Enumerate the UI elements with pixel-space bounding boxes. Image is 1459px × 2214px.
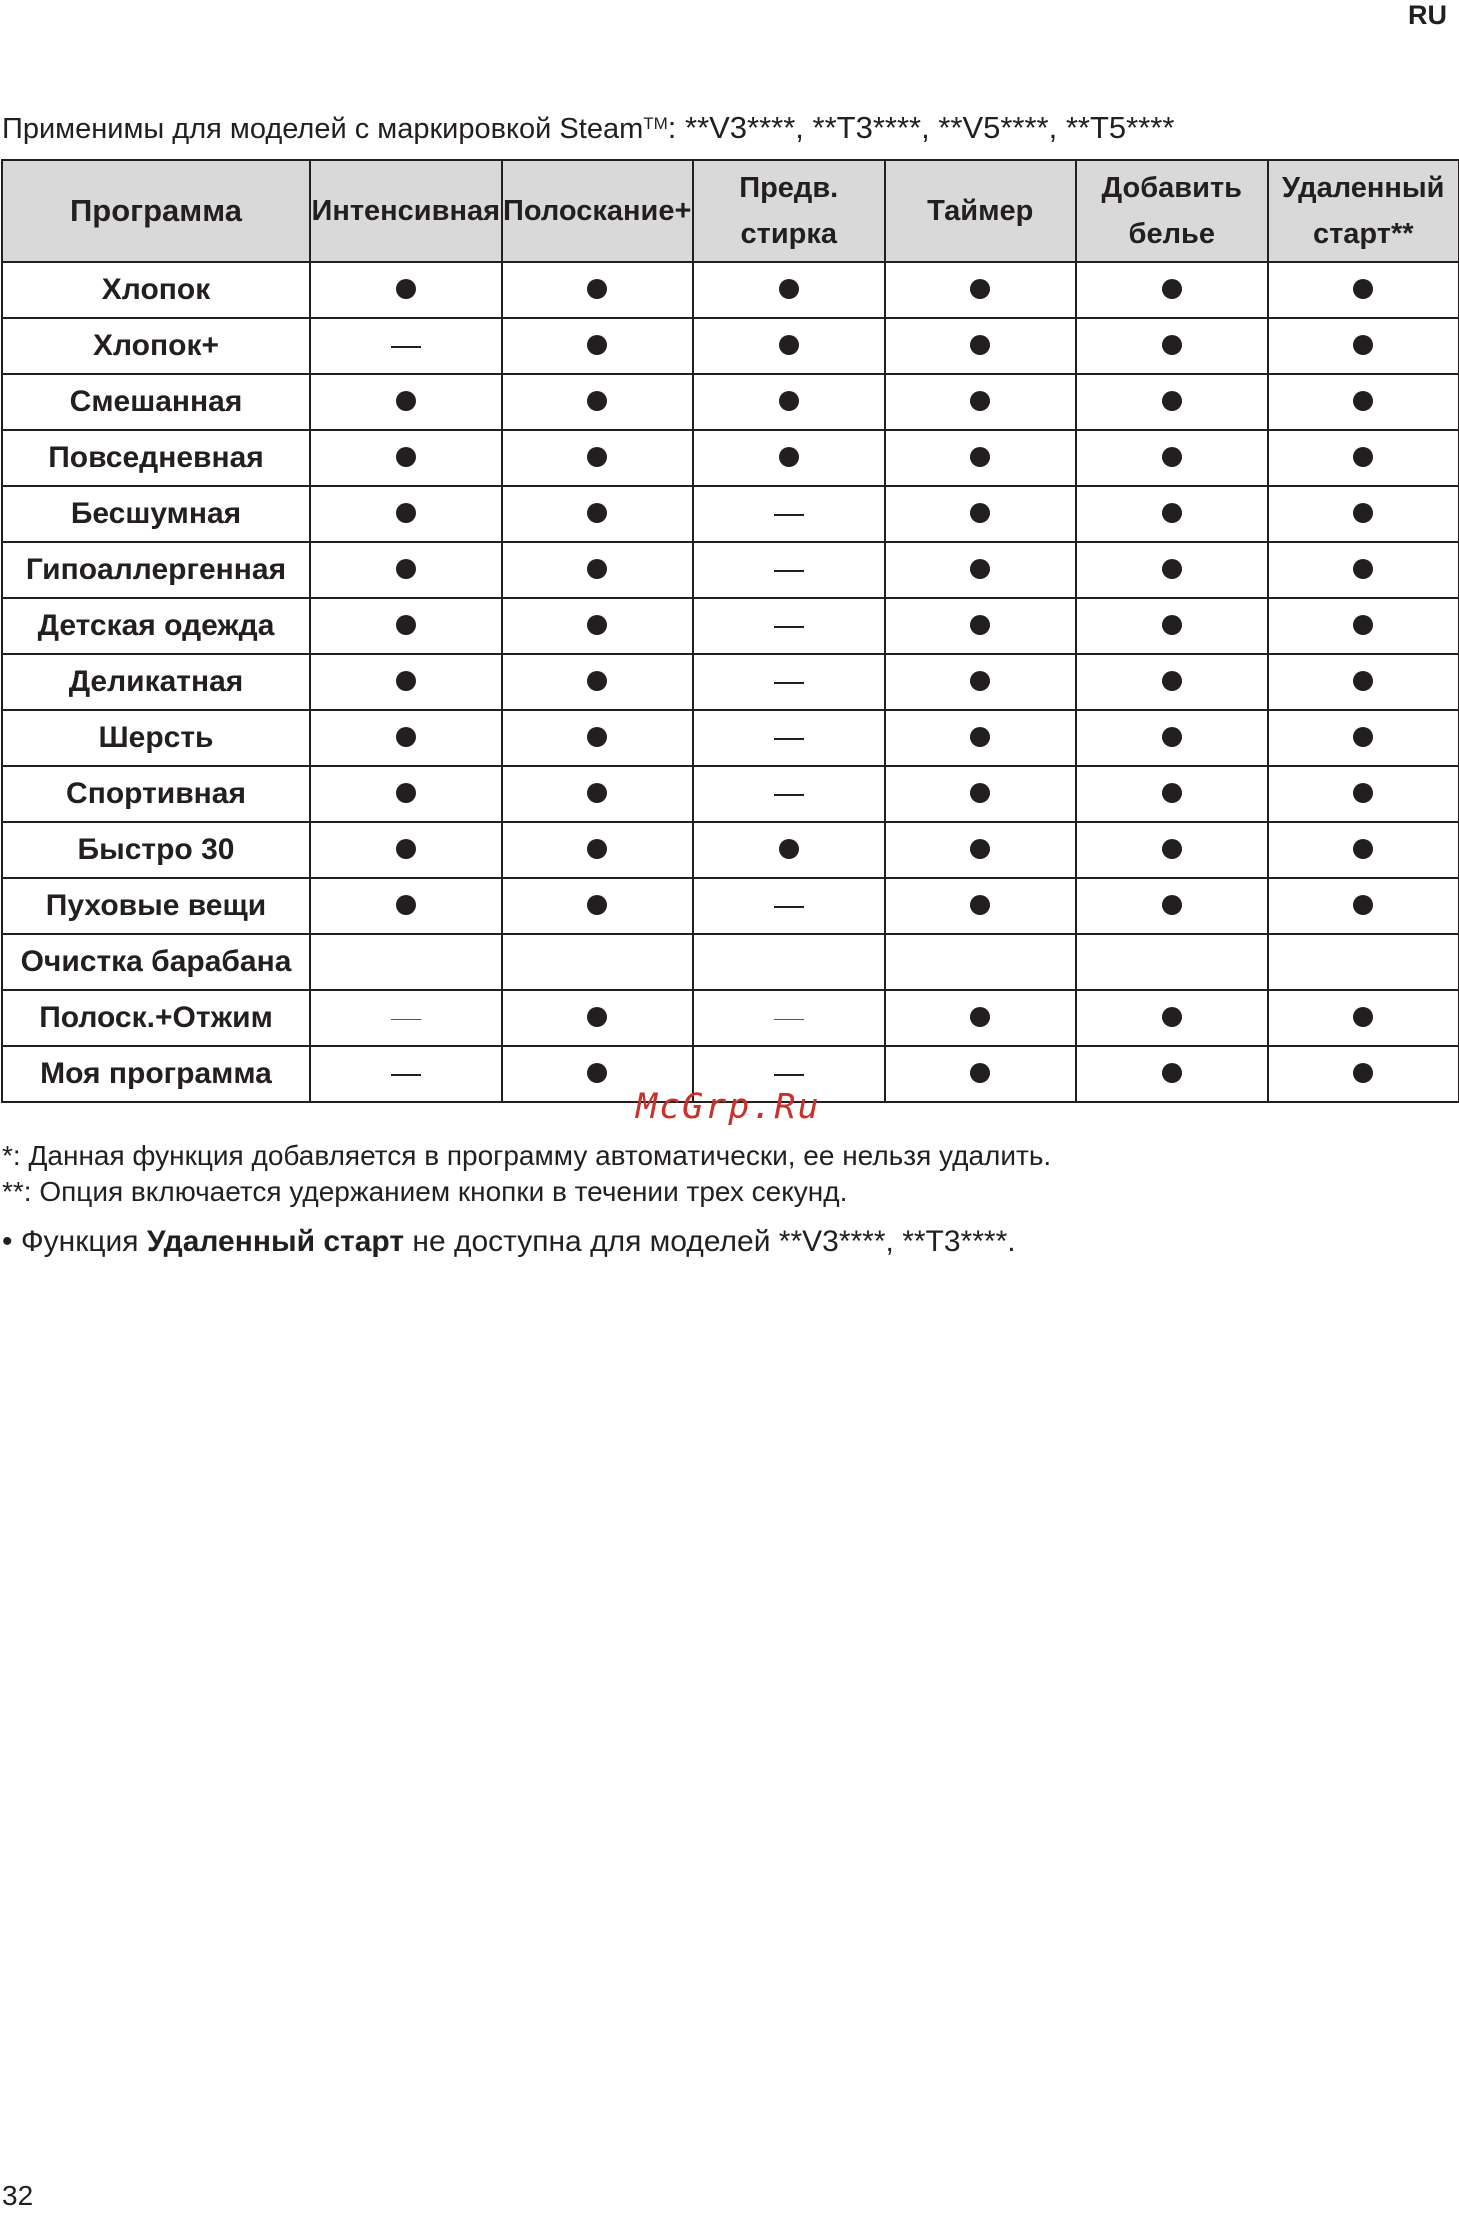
option-cell (310, 374, 502, 430)
option-cell (885, 766, 1077, 822)
available-dot-icon (396, 391, 416, 411)
option-cell (1076, 374, 1268, 430)
column-header (885, 160, 1077, 262)
available-dot-icon (587, 615, 607, 635)
unavailable-dash-icon (774, 570, 804, 572)
program-name: Хлопок (2, 262, 310, 318)
option-cell (310, 542, 502, 598)
program-name: Шерсть (2, 710, 310, 766)
available-dot-icon (779, 279, 799, 299)
option-cell (885, 374, 1077, 430)
option-cell (310, 710, 502, 766)
available-dot-icon (779, 335, 799, 355)
program-name: Гипоаллергенная (2, 542, 310, 598)
program-name: Пуховые вещи (2, 878, 310, 934)
available-dot-icon (1162, 615, 1182, 635)
footnote-1: *: Данная функция добавляется в программу автоматически, ее нельзя удалить. (2, 1140, 1052, 1171)
option-cell (885, 990, 1077, 1046)
table-row (2, 318, 1459, 374)
option-cell (885, 878, 1077, 934)
option-cell (1076, 766, 1268, 822)
option-cell (1076, 878, 1268, 934)
option-cell (310, 654, 502, 710)
watermark: McGrp.Ru (636, 1087, 821, 1127)
unavailable-dash-icon (391, 1074, 421, 1076)
table-row (2, 374, 1459, 430)
option-cell (1268, 430, 1459, 486)
table-row (2, 598, 1459, 654)
option-cell (502, 822, 694, 878)
option-cell (502, 766, 694, 822)
unavailable-dash-icon (391, 346, 421, 348)
unavailable-dash-icon (774, 1074, 804, 1076)
language-code: RU (1408, 0, 1447, 30)
available-dot-icon (1353, 279, 1373, 299)
available-dot-icon (970, 783, 990, 803)
option-cell (310, 598, 502, 654)
program-name: Детская одежда (2, 598, 310, 654)
table-row (2, 542, 1459, 598)
available-dot-icon (1353, 783, 1373, 803)
available-dot-icon (396, 727, 416, 747)
unavailable-dash-icon (391, 1019, 421, 1020)
available-dot-icon (396, 503, 416, 523)
option-cell (1076, 542, 1268, 598)
trademark-mark: TM (643, 114, 668, 133)
program-name: Моя программа (2, 1046, 310, 1102)
column-header-text: стирка (740, 218, 837, 250)
option-cell (310, 318, 502, 374)
option-cell (502, 934, 694, 990)
table-row (2, 878, 1459, 934)
available-dot-icon (587, 727, 607, 747)
option-cell (885, 318, 1077, 374)
available-dot-icon (587, 559, 607, 579)
option-cell (693, 710, 885, 766)
option-cell (1268, 262, 1459, 318)
program-name: Повседневная (2, 430, 310, 486)
unavailable-dash-icon (774, 738, 804, 740)
option-cell (1268, 1046, 1459, 1102)
column-header (2, 160, 310, 262)
option-cell (310, 486, 502, 542)
available-dot-icon (970, 559, 990, 579)
available-dot-icon (779, 391, 799, 411)
available-dot-icon (1353, 727, 1373, 747)
program-name: Спортивная (2, 766, 310, 822)
option-cell (310, 822, 502, 878)
option-cell (693, 374, 885, 430)
option-cell (1268, 318, 1459, 374)
program-options-table (1, 159, 1459, 1103)
unavailable-dash-icon (774, 1019, 804, 1020)
option-cell (1076, 318, 1268, 374)
available-dot-icon (1162, 839, 1182, 859)
available-dot-icon (587, 391, 607, 411)
available-dot-icon (1162, 783, 1182, 803)
option-cell (693, 262, 885, 318)
option-cell (1076, 710, 1268, 766)
unavailable-dash-icon (774, 906, 804, 908)
option-cell (1268, 878, 1459, 934)
option-cell (885, 262, 1077, 318)
option-cell (310, 878, 502, 934)
page-number: 32 (2, 2180, 34, 2211)
available-dot-icon (970, 615, 990, 635)
option-cell (1076, 598, 1268, 654)
available-dot-icon (396, 671, 416, 691)
column-header-text: старт** (1312, 218, 1414, 250)
unavailable-dash-icon (774, 626, 804, 628)
table-header-row (2, 160, 1459, 262)
available-dot-icon (396, 447, 416, 467)
available-dot-icon (1162, 1063, 1182, 1083)
option-cell (310, 766, 502, 822)
available-dot-icon (396, 839, 416, 859)
option-cell (502, 262, 694, 318)
bullet-icon: • (2, 1225, 13, 1258)
available-dot-icon (396, 895, 416, 915)
available-dot-icon (396, 783, 416, 803)
column-header-text: Программа (70, 193, 242, 228)
available-dot-icon (1162, 503, 1182, 523)
option-cell (1076, 486, 1268, 542)
program-name: Деликатная (2, 654, 310, 710)
available-dot-icon (970, 1063, 990, 1083)
option-cell (693, 486, 885, 542)
option-cell (502, 374, 694, 430)
column-header-text: Интенсивная (311, 195, 501, 227)
option-cell (1076, 654, 1268, 710)
option-cell (1268, 934, 1459, 990)
option-cell (1268, 990, 1459, 1046)
available-dot-icon (1162, 335, 1182, 355)
option-cell (502, 598, 694, 654)
available-dot-icon (587, 783, 607, 803)
option-cell (310, 990, 502, 1046)
table-row (2, 990, 1459, 1046)
available-dot-icon (970, 503, 990, 523)
option-cell (310, 934, 502, 990)
available-dot-icon (970, 727, 990, 747)
option-cell (693, 990, 885, 1046)
available-dot-icon (1162, 447, 1182, 467)
available-dot-icon (1353, 335, 1373, 355)
available-dot-icon (587, 1063, 607, 1083)
option-cell (1076, 430, 1268, 486)
option-cell (1076, 1046, 1268, 1102)
table-body (2, 262, 1459, 1102)
option-cell (885, 1046, 1077, 1102)
unavailable-dash-icon (774, 682, 804, 684)
option-cell (885, 654, 1077, 710)
available-dot-icon (587, 895, 607, 915)
available-dot-icon (1353, 447, 1373, 467)
unavailable-dash-icon (774, 514, 804, 516)
program-name: Бесшумная (2, 486, 310, 542)
column-header (693, 160, 885, 262)
available-dot-icon (1353, 895, 1373, 915)
intro-prefix: Применимы для моделей с маркировкой Steam (2, 113, 644, 145)
option-cell (1268, 598, 1459, 654)
option-cell (693, 654, 885, 710)
option-cell (502, 430, 694, 486)
available-dot-icon (1162, 279, 1182, 299)
available-dot-icon (970, 335, 990, 355)
available-dot-icon (1162, 895, 1182, 915)
available-dot-icon (970, 671, 990, 691)
available-dot-icon (587, 335, 607, 355)
table-row (2, 822, 1459, 878)
table-row (2, 262, 1459, 318)
available-dot-icon (970, 839, 990, 859)
column-header-text: Таймер (927, 195, 1034, 227)
unavailable-dash-icon (774, 794, 804, 796)
available-dot-icon (1353, 671, 1373, 691)
option-cell (693, 822, 885, 878)
column-header-text: Удаленный (1281, 172, 1445, 204)
available-dot-icon (587, 671, 607, 691)
option-cell (885, 934, 1077, 990)
option-cell (693, 598, 885, 654)
column-header-text: Полоскание+ (503, 195, 692, 227)
program-name: Смешанная (2, 374, 310, 430)
option-cell (502, 542, 694, 598)
available-dot-icon (1353, 615, 1373, 635)
available-dot-icon (779, 447, 799, 467)
table-row (2, 654, 1459, 710)
option-cell (1076, 990, 1268, 1046)
available-dot-icon (1162, 671, 1182, 691)
available-dot-icon (1353, 1007, 1373, 1027)
availability-note (2, 1224, 1051, 1260)
availability-prefix: Функция (12, 1225, 147, 1258)
option-cell (693, 934, 885, 990)
option-cell (885, 598, 1077, 654)
footnote-2: **: Опция включается удержанием кнопки в течении трех секунд. (2, 1176, 848, 1207)
column-header (1076, 160, 1268, 262)
available-dot-icon (1353, 839, 1373, 859)
available-dot-icon (779, 839, 799, 859)
available-dot-icon (970, 391, 990, 411)
table-row (2, 710, 1459, 766)
option-cell (1076, 934, 1268, 990)
program-name: Очистка барабана (2, 934, 310, 990)
available-dot-icon (970, 1007, 990, 1027)
table-row (2, 766, 1459, 822)
option-cell (693, 430, 885, 486)
column-header-text: Предв. (739, 172, 839, 204)
available-dot-icon (1353, 559, 1373, 579)
available-dot-icon (396, 559, 416, 579)
option-cell (693, 878, 885, 934)
option-cell (1268, 710, 1459, 766)
option-cell (693, 318, 885, 374)
available-dot-icon (396, 615, 416, 635)
option-cell (310, 1046, 502, 1102)
option-cell (1076, 262, 1268, 318)
column-header (502, 160, 694, 262)
available-dot-icon (970, 279, 990, 299)
option-cell (502, 878, 694, 934)
program-name: Быстро 30 (2, 822, 310, 878)
availability-suffix: не доступна для моделей **V3****, **T3****. (404, 1225, 1016, 1258)
option-cell (1268, 822, 1459, 878)
available-dot-icon (1353, 1063, 1373, 1083)
option-cell (693, 542, 885, 598)
option-cell (502, 318, 694, 374)
option-cell (310, 262, 502, 318)
availability-feature: Удаленный старт (146, 1225, 405, 1258)
option-cell (1268, 542, 1459, 598)
column-header (310, 160, 502, 262)
option-cell (1268, 654, 1459, 710)
table-row (2, 486, 1459, 542)
option-cell (502, 654, 694, 710)
footnotes (2, 1138, 1051, 1260)
column-header-text: белье (1128, 218, 1215, 250)
available-dot-icon (970, 447, 990, 467)
option-cell (885, 486, 1077, 542)
option-cell (310, 430, 502, 486)
option-cell (1076, 822, 1268, 878)
available-dot-icon (587, 447, 607, 467)
available-dot-icon (587, 279, 607, 299)
option-cell (885, 430, 1077, 486)
option-cell (693, 766, 885, 822)
table-row (2, 934, 1459, 990)
available-dot-icon (587, 1007, 607, 1027)
program-name: Хлопок+ (2, 318, 310, 374)
available-dot-icon (1353, 391, 1373, 411)
available-dot-icon (970, 895, 990, 915)
option-cell (885, 822, 1077, 878)
option-cell (885, 710, 1077, 766)
option-cell (502, 710, 694, 766)
available-dot-icon (1162, 1007, 1182, 1027)
available-dot-icon (587, 839, 607, 859)
table-row (2, 430, 1459, 486)
available-dot-icon (1162, 559, 1182, 579)
intro-models: : **V3****, **T3****, **V5****, **T5**** (667, 110, 1175, 145)
models-intro (2, 110, 1174, 146)
available-dot-icon (396, 279, 416, 299)
option-cell (502, 486, 694, 542)
option-cell (1268, 374, 1459, 430)
column-header (1268, 160, 1459, 262)
program-name: Полоск.+Отжим (2, 990, 310, 1046)
option-cell (1268, 766, 1459, 822)
option-cell (502, 990, 694, 1046)
available-dot-icon (1353, 503, 1373, 523)
available-dot-icon (1162, 391, 1182, 411)
option-cell (885, 542, 1077, 598)
available-dot-icon (1162, 727, 1182, 747)
option-cell (1268, 486, 1459, 542)
column-header-text: Добавить (1101, 172, 1242, 204)
available-dot-icon (587, 503, 607, 523)
